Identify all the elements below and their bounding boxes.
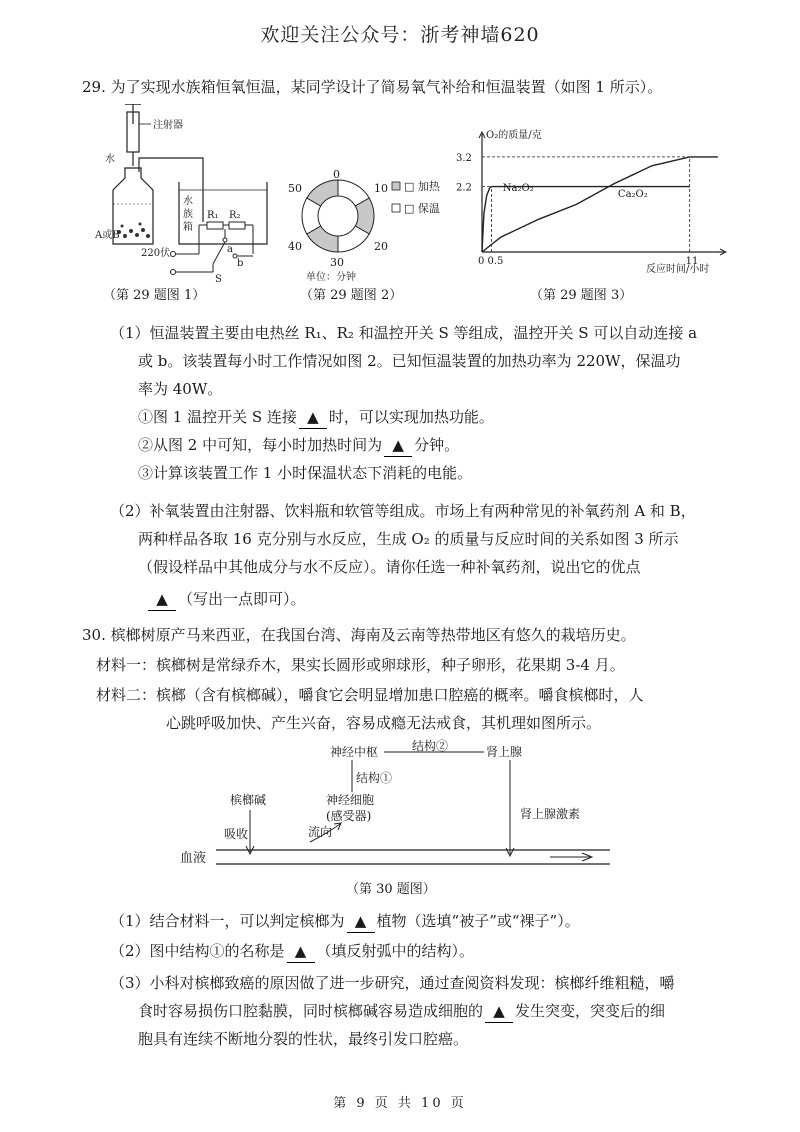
q30-material1: 材料一：槟榔树是常绿乔木，果实长圆形或卵球形，种子卵形，花果期 3-4 月。 (96, 656, 625, 674)
r2-label: R₂ (229, 210, 241, 221)
syringe-label: 注射器 (153, 120, 183, 131)
q29-p1-line1: （1）恒温装置主要由电热丝 R₁、R₂ 和温控开关 S 等组成，温控开关 S 可以自动连接 a (110, 324, 698, 342)
q29-p1-sub3: ③计算该装置工作 1 小时保温状态下消耗的电能。 (138, 464, 473, 482)
diagram-struct2: 结构② (412, 739, 449, 753)
answer-blank[interactable]: ▲ (287, 940, 315, 963)
diagram-blood: 血液 (180, 851, 207, 866)
chart-xlabel: 反应时间/小时 (646, 264, 710, 275)
svg-text:水: 水 (183, 196, 193, 207)
fig2-caption: （第 29 题图 2） (300, 288, 403, 303)
fig1-caption: （第 29 题图 1） (103, 288, 206, 303)
answer-blank[interactable]: ▲ (347, 910, 375, 933)
tick-20: 20 (374, 240, 388, 253)
a-label: a (227, 244, 233, 255)
answer-blank[interactable]: ▲ (485, 1000, 513, 1023)
fig2-unit: 单位：分钟 (306, 272, 356, 282)
q30-material2-line2: 心跳呼吸加快、产生兴奋，容易成瘾无法戒食，其机理如图所示。 (166, 714, 602, 732)
diagram-flow: 流向 (308, 825, 333, 839)
diagram-cell2: (感受器) (326, 809, 372, 823)
fig3-caption: （第 29 题图 3） (530, 288, 633, 303)
q30-a1: （1）结合材料一，可以判定槟榔为 ▲ 植物（选填“被子”或“裸子”）。 (110, 910, 580, 933)
q30-a2: （2）图中结构①的名称是 ▲ （填反射弧中的结构）。 (110, 940, 474, 963)
q29-p1-line3: 率为 40W。 (138, 380, 223, 398)
x-tick-label: 11 (685, 256, 699, 267)
fig2-ring (288, 170, 448, 282)
svg-text:箱: 箱 (183, 222, 193, 233)
q30-a3-line2: 食时容易损伤口腔黏膜，同时槟榔碱容易造成细胞的 ▲ 发生突变，突变后的细 (138, 1000, 665, 1023)
q29-stem: 29. 为了实现水族箱恒氧恒温，某同学设计了简易氧气补给和恒温装置（如图 1 所示）。 (82, 78, 663, 96)
q30-diagram-caption: （第 30 题图） (346, 882, 436, 897)
q29-p2-line2: 两种样品各取 16 克分别与水反应，生成 O₂ 的质量与反应时间的关系如图 3 所示 (138, 530, 679, 548)
q30-diagram (180, 736, 620, 876)
q30-stem: 30. 槟榔树原产马来西亚，在我国台湾、海南及云南等热带地区有悠久的栽培历史。 (82, 626, 636, 644)
diagram-cell1: 神经细胞 (326, 793, 375, 807)
diagram-absorb: 吸收 (224, 827, 249, 841)
r1-label: R₁ (207, 210, 219, 221)
diagram-areca: 槟榔碱 (230, 793, 267, 807)
series-label-1: Ca₂O₂ (617, 189, 648, 200)
y-tick-label: 3.2 (456, 152, 472, 164)
diagram-hormone: 肾上腺激素 (520, 807, 581, 821)
answer-blank[interactable]: ▲ (148, 588, 176, 611)
legend-heat: □ 加热 (404, 180, 440, 193)
svg-text:族: 族 (183, 209, 193, 220)
switch-label: S (215, 274, 222, 284)
q30-a3-line3: 胞具有连续不断地分裂的性状，最终引发口腔癌。 (138, 1030, 469, 1048)
q29-p1-sub2: ②从图 2 中可知，每小时加热时间为 ▲ 分钟。 (138, 434, 459, 457)
answer-blank[interactable]: ▲ (299, 406, 327, 429)
tick-10: 10 (374, 182, 388, 195)
series-line-1 (482, 157, 718, 252)
q29-p2-line3: （假设样品中其他成分与水不反应）。请你任选一种补氧药剂，说出它的优点 (138, 558, 641, 576)
ab-label: A或B (95, 230, 120, 241)
voltage-label: 220伏 (141, 248, 171, 259)
diagram-center: 神经中枢 (330, 745, 379, 759)
q29-p2-line4: ▲ （写出一点即可）。 (146, 588, 306, 611)
tick-30: 30 (330, 256, 344, 269)
fig1-apparatus (95, 104, 290, 284)
water-label: 水 (105, 154, 115, 165)
b-label: b (237, 258, 244, 269)
answer-blank[interactable]: ▲ (384, 434, 412, 457)
y-tick-label: 2.2 (456, 182, 472, 194)
watermark-text: 欢迎关注公众号：浙考神墙620 (260, 24, 540, 46)
series-label-0: Na₂O₂ (502, 183, 534, 195)
x-tick-label: 0.5 (487, 256, 504, 267)
diagram-adrenal: 肾上腺 (486, 745, 523, 759)
q30-a3-line1: （3）小科对槟榔致癌的原因做了进一步研究，通过查阅资料发现：槟榔纤维粗糙，嚼 (110, 974, 675, 992)
q29-p2-line1: （2）补氧装置由注射器、饮料瓶和软管等组成。市场上有两种常见的补氧药剂 A 和 B， (110, 502, 696, 520)
chart-ylabel: O₂的质量/克 (486, 130, 542, 141)
q29-p1-line2: 或 b。该装置每小时工作情况如图 2。已知恒温装置的加热功率为 220W，保温功 (138, 352, 681, 370)
tick-40: 40 (288, 240, 302, 253)
tick-50: 50 (288, 182, 302, 195)
fig3-chart (450, 124, 728, 280)
q30-material2-line1: 材料二：槟榔（含有槟榔碱），嚼食它会明显增加患口腔癌的概率。嚼食槟榔时，人 (96, 686, 644, 704)
q29-p1-sub1: ①图 1 温控开关 S 连接 ▲ 时，可以实现加热功能。 (138, 406, 494, 429)
tick-0: 0 (333, 170, 340, 181)
legend-keep: □ 保温 (404, 202, 440, 215)
series-line-0 (482, 187, 690, 252)
diagram-struct1: 结构① (356, 771, 393, 785)
x-tick-label: 0 (478, 256, 485, 267)
page-footer: 第 9 页 共 10 页 (333, 1096, 467, 1111)
